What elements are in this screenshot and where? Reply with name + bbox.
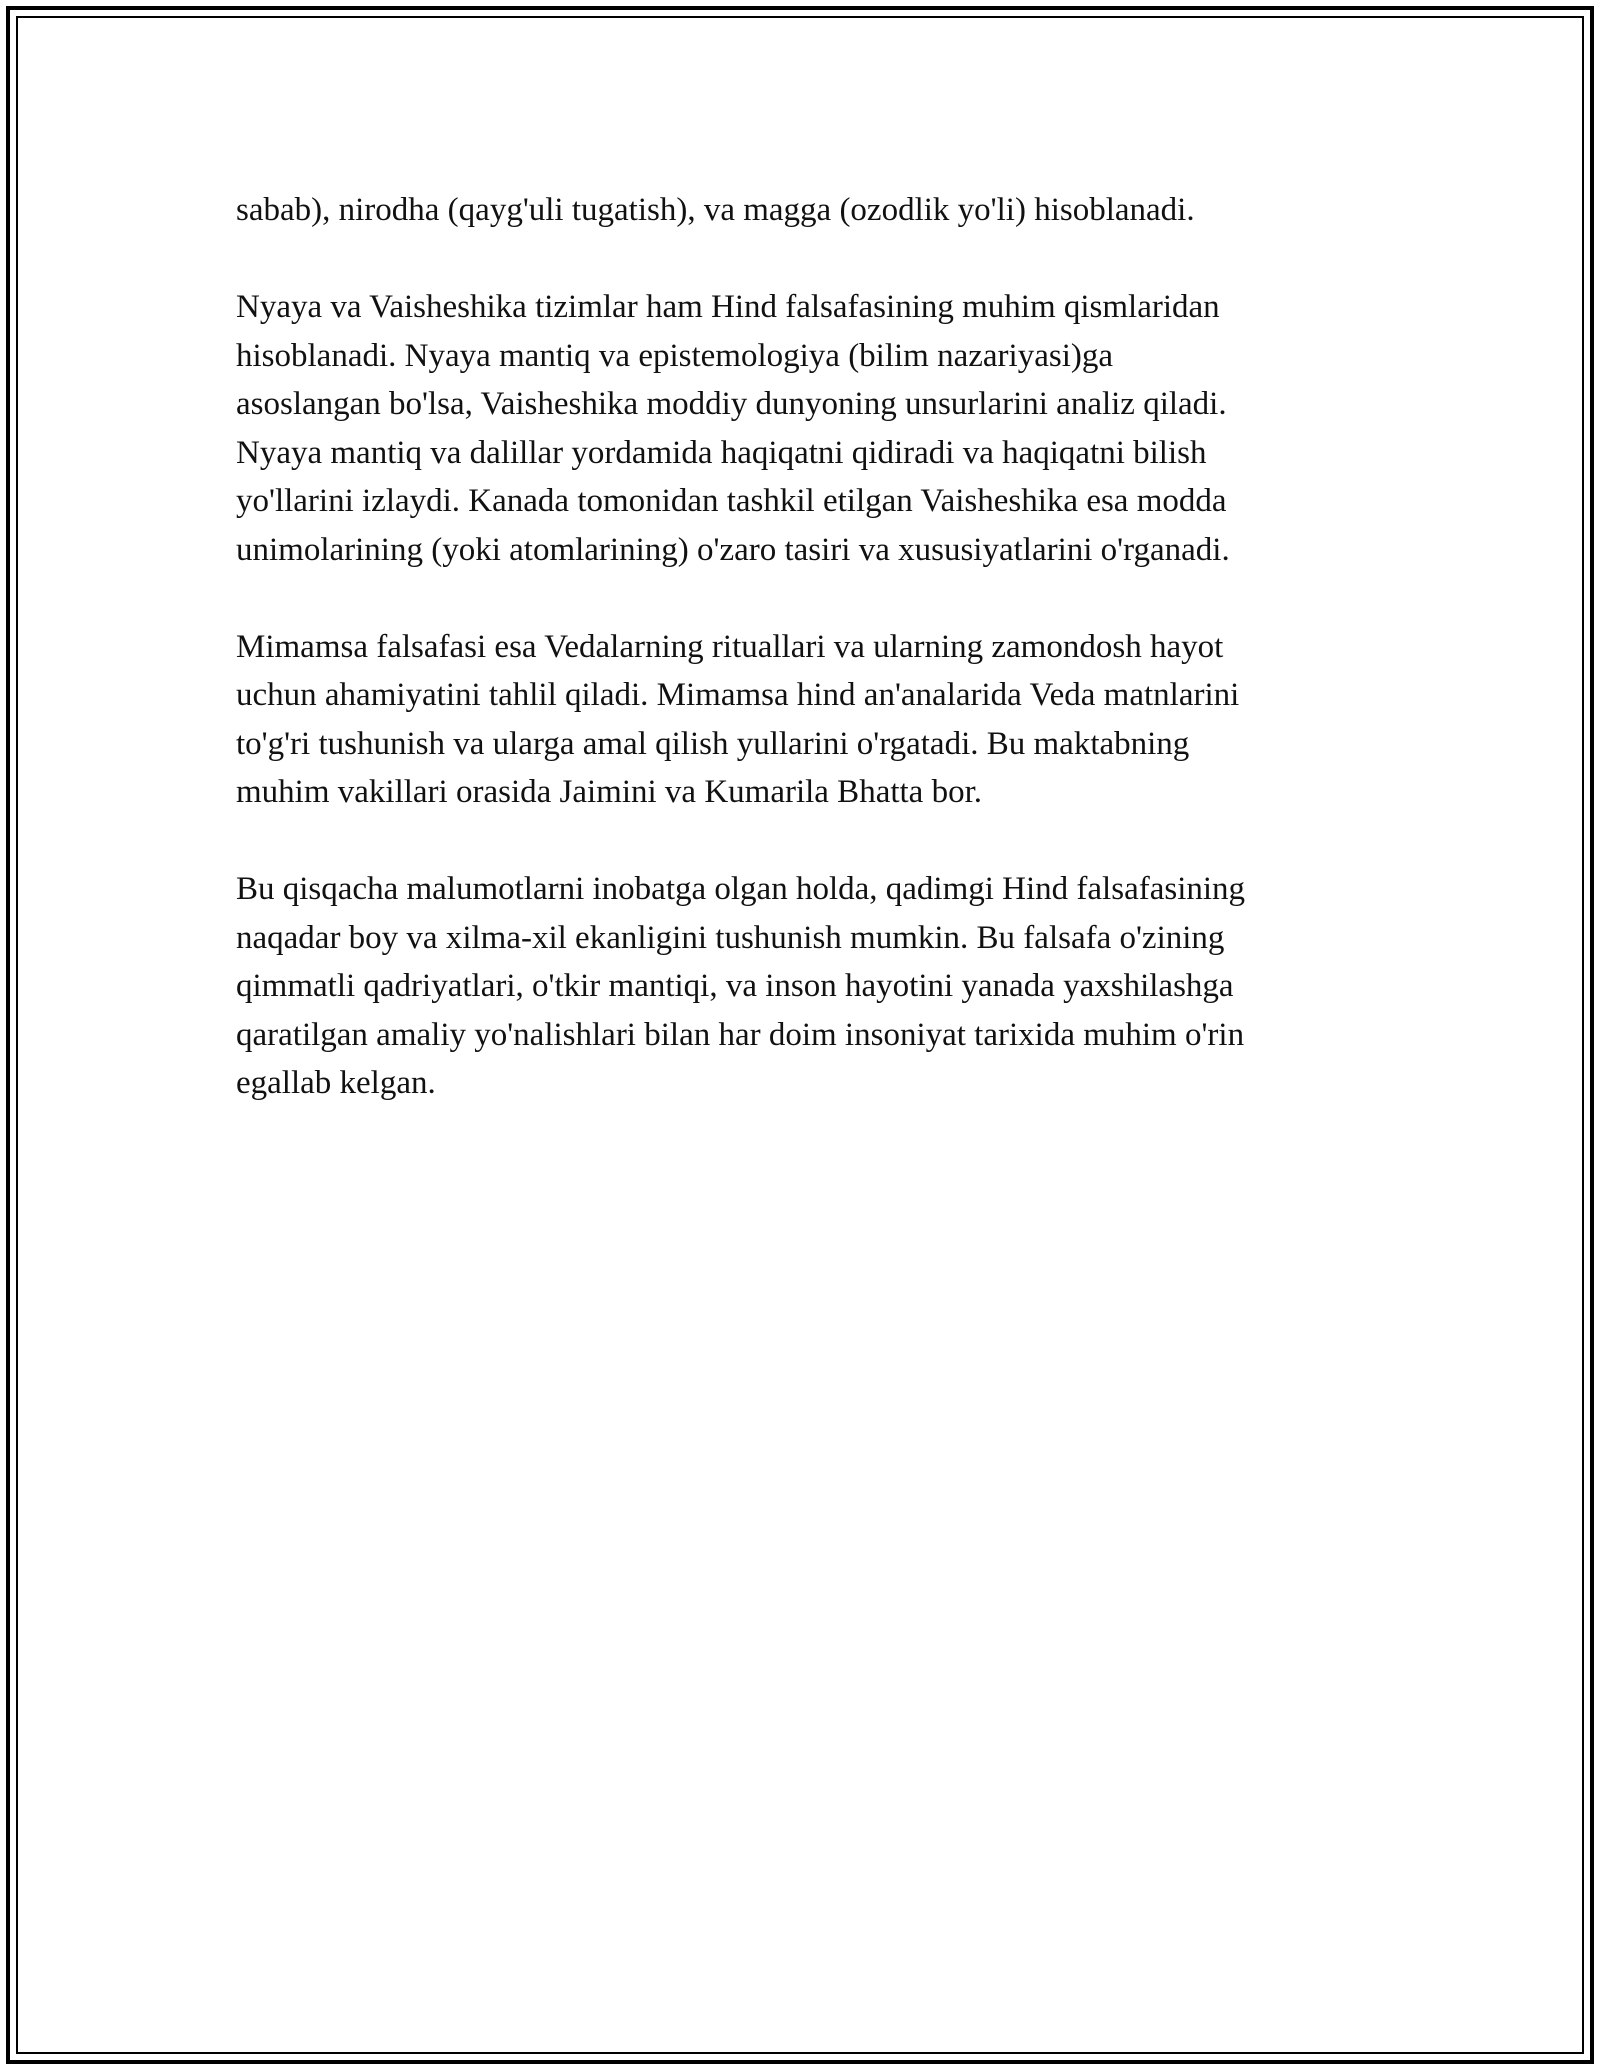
- text-line: Nyaya va Vaisheshika tizimlar ham Hind falsafasining muhim qismlaridan: [236, 289, 1220, 325]
- text-line: hisoblanadi. Nyaya mantiq va epistemologiya (bilim nazariyasi)ga: [236, 337, 1113, 374]
- text-line: sabab), nirodha (qayg'uli tugatish), va magga (ozodlik yo'li) hisoblanadi.: [236, 192, 1195, 228]
- text-line: to'g'ri tushunish va ularga amal qilish yullarini o'rgatadi. Bu maktabning: [236, 725, 1190, 762]
- paragraph-2: [236, 283, 1396, 574]
- text-line: Bu qisqacha malumotlarni inobatga olgan holda, qadimgi Hind falsafasining: [236, 871, 1246, 907]
- text-line: uchun ahamiyatini tahlil qiladi. Mimamsa hind an'analarida Veda matnlarini: [236, 677, 1240, 713]
- document-body: [236, 186, 1396, 1156]
- text-line: qimmatli qadriyatlari, o'tkir mantiqi, va inson hayotini yanada yaxshilashga: [236, 968, 1234, 1004]
- text-line: naqadar boy va xilma-xil ekanligini tushunish mumkin. Bu falsafa o'zining: [236, 919, 1225, 956]
- text-line: unimolarining (yoki atomlarining) o'zaro tasiri va xususiyatlarini o'rganadi.: [236, 531, 1230, 568]
- paragraph-3: [236, 623, 1396, 817]
- text-line: egallab kelgan.: [236, 1065, 436, 1101]
- text-line: yo'llarini izlaydi. Kanada tomonidan tashkil etilgan Vaisheshika esa modda: [236, 483, 1227, 519]
- text-line: Mimamsa falsafasi esa Vedalarning rituallari va ularning zamondosh hayot: [236, 628, 1224, 665]
- paragraph-1: [236, 186, 1396, 235]
- paragraph-4: [236, 865, 1396, 1108]
- text-line: qaratilgan amaliy yo'nalishlari bilan har doim insoniyat tarixida muhim o'rin: [236, 1016, 1245, 1053]
- text-line: asoslangan bo'lsa, Vaisheshika moddiy dunyoning unsurlarini analiz qiladi.: [236, 386, 1227, 422]
- text-line: Nyaya mantiq va dalillar yordamida haqiqatni qidiradi va haqiqatni bilish: [236, 434, 1207, 471]
- text-line: muhim vakillari orasida Jaimini va Kumarila Bhatta bor.: [236, 774, 982, 810]
